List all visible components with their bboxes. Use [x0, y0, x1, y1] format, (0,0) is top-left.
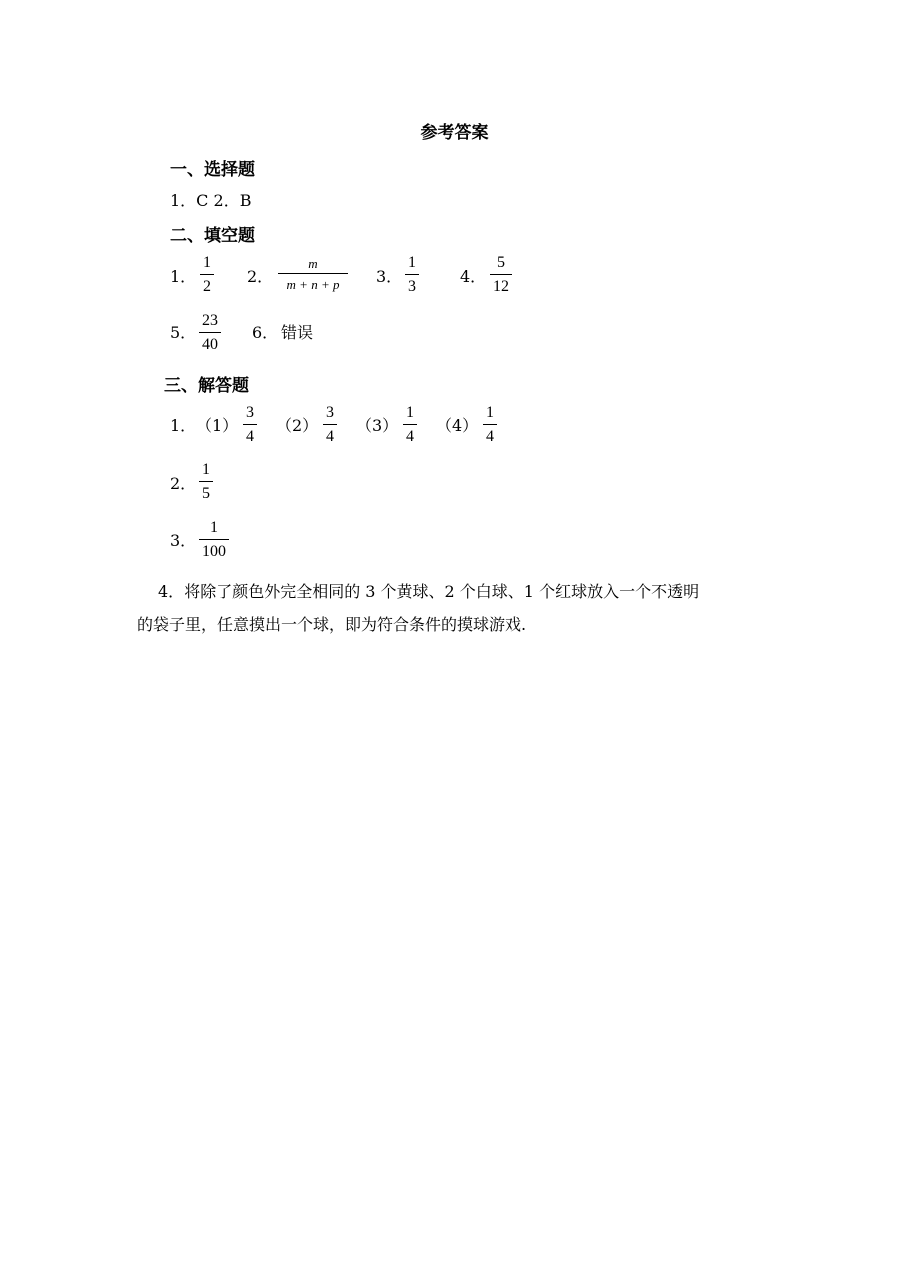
solve-q1-part2-label: （2）	[276, 416, 319, 435]
fill-item-3-label: 3．	[376, 267, 403, 286]
fill-item-6-text: 错误	[281, 323, 314, 342]
numerator: m	[308, 256, 318, 271]
denominator: 5	[202, 485, 210, 502]
numerator: 1	[202, 461, 210, 478]
solve-q4-paragraph	[137, 575, 777, 641]
solve-q1-part3-label: （3）	[356, 416, 399, 435]
denominator: 4	[406, 428, 414, 445]
fill-item-1-label: 1．	[170, 267, 197, 286]
denominator: 100	[202, 543, 226, 560]
fill-item-4-label: 4．	[460, 267, 487, 286]
denominator: 3	[408, 278, 416, 295]
solve-q4-label: 4．	[158, 582, 185, 601]
fill-item-5-label: 5．	[170, 323, 197, 342]
solve-q1-part4-label: （4）	[436, 416, 479, 435]
numerator: 1	[406, 404, 414, 421]
numerator: 1	[486, 404, 494, 421]
denominator: 2	[203, 278, 211, 295]
denominator: m + n + p	[286, 277, 340, 292]
fill-item-5-fraction	[199, 313, 221, 353]
fill-item-1-fraction	[200, 255, 214, 295]
numerator: 5	[497, 254, 505, 271]
denominator: 12	[493, 278, 509, 295]
numerator: 1	[408, 254, 416, 271]
numerator: 3	[246, 404, 254, 421]
section-heading-solve: 三、解答题	[164, 376, 249, 396]
denominator: 40	[202, 336, 218, 353]
solve-q3-fraction	[199, 520, 229, 560]
solve-q4-line-1	[137, 575, 777, 608]
solve-q2-label: 2．	[170, 474, 197, 493]
solve-q1-part2-fraction	[323, 405, 337, 445]
denominator: 4	[326, 428, 334, 445]
section-heading-choice: 一、选择题	[170, 160, 255, 180]
fill-item-2-fraction	[278, 257, 348, 291]
solve-q2-fraction	[199, 462, 213, 502]
numerator: 1	[203, 254, 211, 271]
solve-q1-part1-fraction	[243, 405, 257, 445]
fill-item-3-fraction	[405, 255, 419, 295]
choice-answers: 1．C 2．B	[170, 191, 252, 210]
denominator: 4	[486, 428, 494, 445]
fill-item-2-label: 2．	[247, 267, 274, 286]
numerator: 23	[202, 312, 218, 329]
fill-item-4-fraction	[490, 255, 512, 295]
denominator: 4	[246, 428, 254, 445]
solve-q4-line-2: 的袋子里，任意摸出一个球，即为符合条件的摸球游戏.	[137, 615, 527, 634]
section-heading-fill: 二、填空题	[170, 226, 255, 246]
solve-q1-label: 1．	[170, 416, 197, 435]
solve-q1-part1-label: （1）	[196, 416, 239, 435]
page-title: 参考答案	[420, 123, 489, 143]
solve-q1-part4-fraction	[483, 405, 497, 445]
numerator: 1	[210, 519, 218, 536]
solve-q4-text-1: 将除了颜色外完全相同的 3 个黄球、2 个白球、1 个红球放入一个不透明	[184, 582, 700, 601]
numerator: 3	[326, 404, 334, 421]
fill-item-6-label: 6．	[252, 323, 279, 342]
solve-q3-label: 3．	[170, 531, 197, 550]
solve-q1-part3-fraction	[403, 405, 417, 445]
